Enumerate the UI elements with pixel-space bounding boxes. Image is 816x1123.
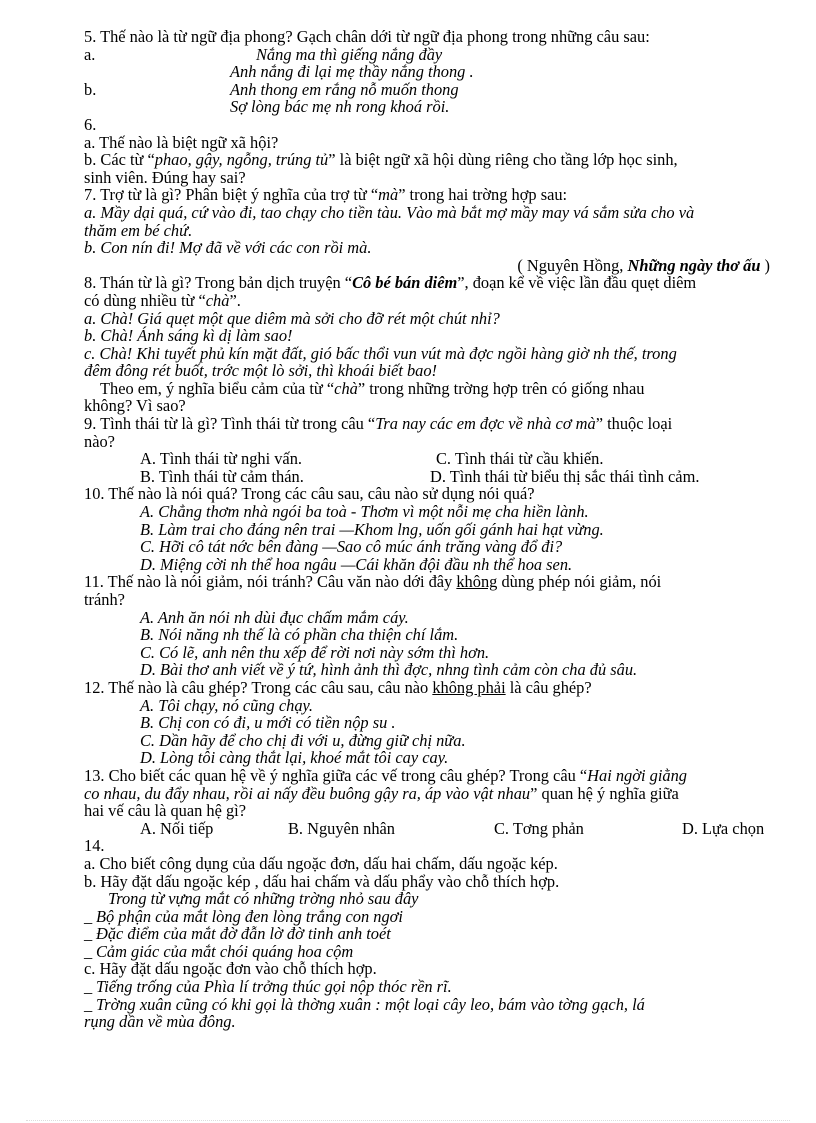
q14-dash: _ bbox=[84, 941, 93, 961]
q14-part-c: c. Hãy đặt dấu ngoặc đơn vào chỗ thích hợp. bbox=[84, 959, 377, 979]
q5-title: 5. Thế nào là từ ngữ địa phong? Gạch chân dới từ ngữ địa phong trong những câu sau: bbox=[84, 27, 650, 46]
q7-example-b: b. Con nín đi! Mợ đã về với các con rồi mà. bbox=[84, 238, 372, 258]
q10-title: 10. Thế nào là nói quá? Trong các câu sau, câu nào sử dụng nói quá? bbox=[84, 484, 535, 504]
q8-question-cont: không? Vì sao? bbox=[84, 396, 186, 416]
q10-option-c: C. Hỡi cô tát nớc bên đàng —Sao cô múc ánh trăng vàng đổ đi? bbox=[140, 537, 563, 557]
q7-source-close: ) bbox=[760, 255, 770, 275]
q13-option-b: B. Nguyên nhân bbox=[288, 818, 395, 838]
q8-title-cont bbox=[84, 292, 784, 310]
q5-a-verse-2: Anh nắng đi lại mẹ thầy nắng thong . bbox=[230, 62, 474, 82]
q13-option-a: A. Nối tiếp bbox=[140, 818, 214, 838]
q14-part-a: a. Cho biết công dụng của dấu ngoặc đơn, dấu hai chấm, dấu ngoặc kép. bbox=[84, 853, 558, 873]
q13-quote-start: Hai ngời giằng bbox=[587, 765, 687, 785]
q5-a-verse-1: Nắng ma thì giếng nắng đầy bbox=[256, 44, 443, 64]
q7-source-title: Những ngày thơ ấu bbox=[627, 255, 761, 275]
q8-question-end: ” trong những trờng hợp trên có giống nhau bbox=[357, 378, 645, 398]
q13-option-d: D. Lựa chọn bbox=[682, 818, 765, 838]
q8-word: chà bbox=[205, 290, 230, 310]
q8-example-b: b. Chà! Ánh sáng kì dị làm sao! bbox=[84, 326, 293, 346]
q8-question bbox=[84, 380, 784, 398]
q7-title-end: ” trong hai trờng hợp sau: bbox=[398, 185, 568, 205]
q14-c-item-text: Tiếng trống của Phìa lí trởng thúc gọi nộp thóc rền rĩ. bbox=[96, 977, 452, 997]
q13-title-cont bbox=[84, 785, 784, 803]
q9-title-cont: nào? bbox=[84, 431, 115, 451]
q10-option-b: B. Làm trai cho đáng nên trai —Khom lng, uốn gối gánh hai hạt vừng. bbox=[140, 519, 604, 539]
q7-title bbox=[84, 186, 784, 204]
q12-option-b: B. Chị con có đi, u mới có tiền nộp su . bbox=[140, 713, 396, 733]
q13-option-c: C. Tơng phản bbox=[494, 818, 584, 838]
q11-title-end: dùng phép nói giảm, nói bbox=[497, 572, 662, 592]
q14-c-item-1 bbox=[84, 978, 784, 996]
q14-b-item-3 bbox=[84, 943, 784, 961]
exam-page bbox=[84, 28, 784, 1031]
q7-example-a-cont: thăm em bé chứ. bbox=[84, 220, 193, 240]
q12-title-text: 12. Thế nào là câu ghép? Trong các câu sau, câu nào bbox=[84, 677, 433, 697]
q9-quote: Tra nay các em đợc về nhà cơ mà bbox=[375, 414, 596, 434]
q14-dash: _ bbox=[84, 924, 93, 944]
q6-b-text: b. Các từ “ bbox=[84, 150, 155, 170]
q12-option-c: C. Dần hãy để cho chị đi với u, đừng giữ chị nữa. bbox=[140, 730, 466, 750]
q9-title-text: 9. Tình thái từ là gì? Tình thái từ trong câu “ bbox=[84, 414, 376, 434]
q12-option-a: A. Tôi chạy, nó cũng chạy. bbox=[140, 695, 313, 715]
q13-title-cont-2: hai vế câu là quan hệ gì? bbox=[84, 801, 247, 821]
q14-c-item-2 bbox=[84, 996, 784, 1014]
q5-a-label: a. bbox=[84, 44, 96, 64]
q14-b-item-text: Đặc điểm của mắt đờ đẫn lờ đờ tinh anh toét bbox=[96, 924, 391, 944]
q14-c-item-2-cont: rụng dần về mùa đông. bbox=[84, 1012, 236, 1032]
q9-title bbox=[84, 415, 784, 433]
q9-option-d: D. Tình thái từ biểu thị sắc thái tình cảm. bbox=[430, 466, 700, 486]
page-bottom-divider bbox=[26, 1120, 790, 1121]
q14-dash: _ bbox=[84, 977, 93, 997]
q14-b-item-1 bbox=[84, 908, 784, 926]
q6-part-b bbox=[84, 151, 784, 169]
q14-dash: _ bbox=[84, 994, 93, 1014]
q7-title-text: 7. Trợ từ là gì? Phân biệt ý nghĩa của trợ từ “ bbox=[84, 185, 379, 205]
q14-number: 14. bbox=[84, 836, 105, 856]
q7-source bbox=[84, 257, 784, 275]
q6-number: 6. bbox=[84, 114, 97, 134]
q14-part-b: b. Hãy đặt dấu ngoặc kép , dấu hai chấm và dấu phẩy vào chỗ thích hợp. bbox=[84, 871, 560, 891]
q14-c-item-text: Trờng xuân cũng có khi gọi là thờng xuân : một loại cây leo, bám vào tờng gạch, lá bbox=[96, 994, 645, 1014]
q8-title bbox=[84, 274, 784, 292]
q9-option-c: C. Tình thái từ cầu khiến. bbox=[436, 449, 604, 469]
q6-part-a: a. Thế nào là biệt ngữ xã hội? bbox=[84, 132, 279, 152]
q14-b-item-text: Cảm giác của mắt chói quáng hoa cộm bbox=[96, 941, 354, 961]
q8-title-end: ”, đoạn kể về việc lần đầu quẹt diêm bbox=[457, 273, 697, 293]
q11-option-c: C. Có lẽ, anh nên thu xếp để rời nơi này sớm thì hơn. bbox=[140, 642, 490, 662]
q6-b-terms: phao, gậy, ngỗng, trúng tủ bbox=[154, 150, 329, 170]
q14-b-item-text: Bộ phận của mắt lòng đen lòng trắng con ngơi bbox=[96, 906, 403, 926]
q7-source-author: ( Nguyên Hồng, bbox=[517, 255, 628, 275]
q14-b-item-2 bbox=[84, 925, 784, 943]
q6-b-text-end: ” là biệt ngữ xã hội dùng riêng cho tầng lớp học sinh, bbox=[328, 150, 678, 170]
q11-title bbox=[84, 573, 784, 591]
q11-option-b: B. Nói năng nh thế là có phần cha thiện chí lắm. bbox=[140, 625, 459, 645]
q11-option-a: A. Anh ăn nói nh dùi đục chấm mắm cáy. bbox=[140, 607, 409, 627]
q10-option-d: D. Miệng cời nh thể hoa ngâu —Cái khăn đội đầu nh thể hoa sen. bbox=[140, 554, 573, 574]
q5-b-label: b. bbox=[84, 79, 97, 99]
q12-title bbox=[84, 679, 784, 697]
q7-example-a: a. Mầy dại quá, cứ vào đi, tao chạy cho tiền tàu. Vào mà bắt mợ mầy may vá sắm sửa cho và bbox=[84, 202, 695, 222]
q12-title-emphasis: không phải bbox=[432, 677, 506, 697]
q8-title-cont-end: ”. bbox=[229, 290, 241, 310]
q8-title-cont-text: có dùng nhiều từ “ bbox=[84, 290, 206, 310]
q11-title-emphasis: không bbox=[456, 572, 498, 592]
q8-example-c-cont: đêm đông rét buốt, trớc một lò sởi, thì khoái biết bao! bbox=[84, 361, 438, 381]
q9-options-row-1 bbox=[84, 450, 784, 468]
q8-title-text: 8. Thán từ là gì? Trong bản dịch truyện “ bbox=[84, 273, 353, 293]
q8-example-c: c. Chà! Khi tuyết phủ kín mặt đất, gió bấc thổi vun vút mà đợc ngồi hàng giờ nh thế, trong bbox=[84, 343, 677, 363]
q9-option-a: A. Tình thái từ nghi vấn. bbox=[140, 449, 303, 469]
q11-option-d: D. Bài thơ anh viết về ý tứ, hình ảnh thì đợc, nhng tình cảm còn cha đủ sâu. bbox=[140, 660, 638, 680]
q9-options-row-2 bbox=[84, 468, 784, 486]
q5-b-row bbox=[84, 81, 784, 99]
q12-option-d: D. Lòng tôi càng thắt lại, khoé mắt tôi cay cay. bbox=[140, 748, 449, 768]
q11-title-cont: tránh? bbox=[84, 590, 125, 609]
q9-title-end: ” thuộc loại bbox=[595, 414, 673, 434]
q7-particle: mà bbox=[378, 185, 399, 205]
q12-title-end: là câu ghép? bbox=[505, 677, 592, 697]
q8-question-text: Theo em, ý nghĩa biểu cảm của từ “ bbox=[100, 378, 335, 398]
q13-title-text: 13. Cho biết các quan hệ về ý nghĩa giữa các vế trong câu ghép? Trong câu “ bbox=[84, 765, 588, 785]
q5-a-row bbox=[84, 46, 784, 64]
q14-dash: _ bbox=[84, 906, 93, 926]
q8-example-a: a. Chà! Giá quẹt một que diêm mà sởi cho đỡ rét một chút nhỉ? bbox=[84, 308, 500, 328]
q13-quote-end: co nhau, du đẩy nhau, rồi ai nấy đều buông gậy ra, áp vào vật nhau bbox=[84, 783, 531, 803]
q5-b-verse-1: Anh thong em rắng nỗ muốn thong bbox=[230, 79, 459, 99]
q6-part-b-cont: sinh viên. Đúng hay sai? bbox=[84, 167, 246, 187]
q9-option-b: B. Tình thái từ cảm thán. bbox=[140, 466, 304, 486]
q13-title bbox=[84, 767, 784, 785]
q10-option-a: A. Chẳng thơm nhà ngói ba toà - Thơm vì một nỗi mẹ cha hiền lành. bbox=[140, 502, 589, 522]
q8-story-title: Cô bé bán diêm bbox=[352, 273, 458, 293]
q14-b-intro: Trong từ vựng mắt có những trờng nhỏ sau đây bbox=[108, 889, 419, 909]
q8-question-word: chà bbox=[334, 378, 358, 398]
q11-title-text: 11. Thế nào là nói giảm, nói tránh? Câu văn nào dới đây bbox=[84, 572, 457, 592]
q13-title-end: ” quan hệ ý nghĩa giữa bbox=[530, 783, 679, 803]
q5-b-verse-2: Sợ lòng bác mẹ nh rong khoá rồi. bbox=[230, 97, 450, 117]
q13-options-row bbox=[84, 820, 784, 838]
